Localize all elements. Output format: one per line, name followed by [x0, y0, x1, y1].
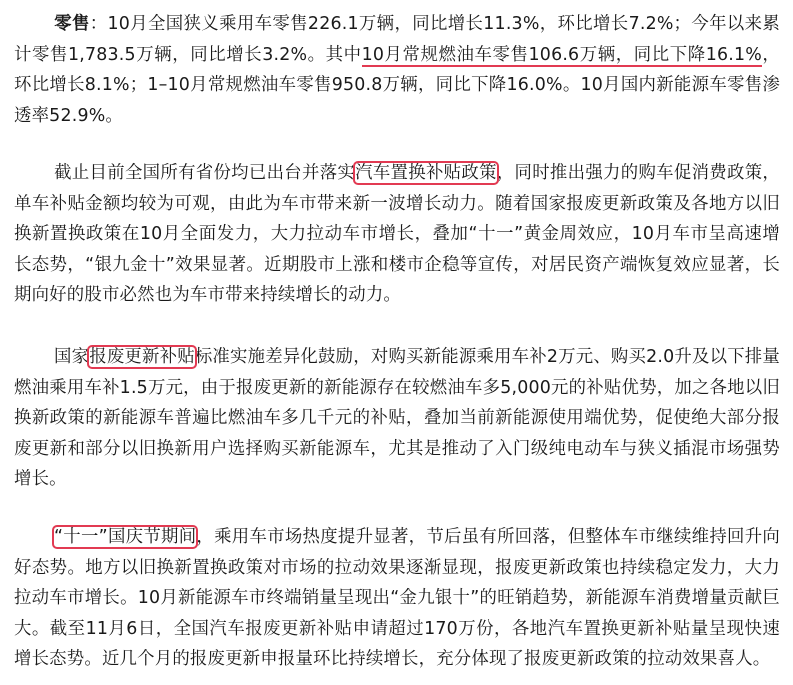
paragraph-replacement-subsidy [14, 158, 780, 311]
paragraph-scrappage-subsidy [14, 342, 780, 495]
paragraph-text: 10月全国狭义乘用车零售226.1万辆，同比增长11.3%，环比增长7.2%；今年以来累计零售1,783.5万辆，同比增长3.2%。其中 [14, 14, 781, 65]
boxed-highlight: 报废更新补贴 [89, 347, 195, 367]
paragraph-retail [14, 9, 780, 131]
paragraph-text: ，乘用车市场热度提升显著，节后虽有所回落，但整体车市继续维持回升向好态势。地方以旧换新置换政策对市场的拉动效果逐渐显现，报废更新政策也持续稳定发力，大力拉动车市增长。10月新能源车市终端销量呈现出“金九银十”的旺销趋势，新能源车消费增量贡献巨大。截至11月6日，全国汽车报废更新补贴申请超过170万份，各地汽车置换更新补贴量呈现快速增长态势。近几个月的报废更新申报量环比持续增长，充分体现了报废更新政策的拉动效果喜人。 [14, 527, 780, 669]
retail-label: 零售 [54, 14, 90, 34]
boxed-highlight: 汽车置换补贴政策 [355, 163, 497, 183]
paragraph-text: 国家 [54, 347, 90, 367]
paragraph-text: ，环比增长8.1%；1–10月常规燃油车零售950.8万辆，同比下降16.0%。10月国内新能源车零售渗透率52.9%。 [14, 44, 781, 126]
paragraph-text: 标准实施差异化鼓励，对购买新能源乘用车补2万元、购买2.0升及以下排量燃油乘用车补1.5万元，由于报废更新的新能源存在较燃油车多5,000元的补贴优势，加之各地以旧换新政策的新能源车普遍比燃油车多几千元的补贴，叠加当前新能源使用端优势，促使绝大部分报废更新和部分以旧换新用户选择购买新能源车，尤其是推动了入门级纯电动车与狭义插混市场强势增长。 [14, 347, 780, 489]
paragraph-text: ，同时推出强力的购车促消费政策，单车补贴金额均较为可观，由此为车市带来新一波增长动力。随着国家报废更新政策及各地方以旧换新置换政策在10月全面发力，大力拉动车市增长，叠加“十一”黄金周效应，10月车市呈高速增长态势，“银九金十”效果显著。近期股市上涨和楼市企稳等宣传，对居民资产端恢复效应显著，长期向好的股市必然也为车市带来持续增长的动力。 [14, 163, 780, 305]
boxed-highlight: “十一”国庆节期间 [54, 527, 197, 547]
underlined-highlight: 10月常规燃油车零售106.6万辆，同比下降16.1% [361, 44, 762, 65]
label-colon: ： [89, 14, 108, 34]
paragraph-national-day [14, 522, 780, 675]
paragraph-text: 截止目前全国所有省份均已出台并落实 [54, 163, 356, 183]
